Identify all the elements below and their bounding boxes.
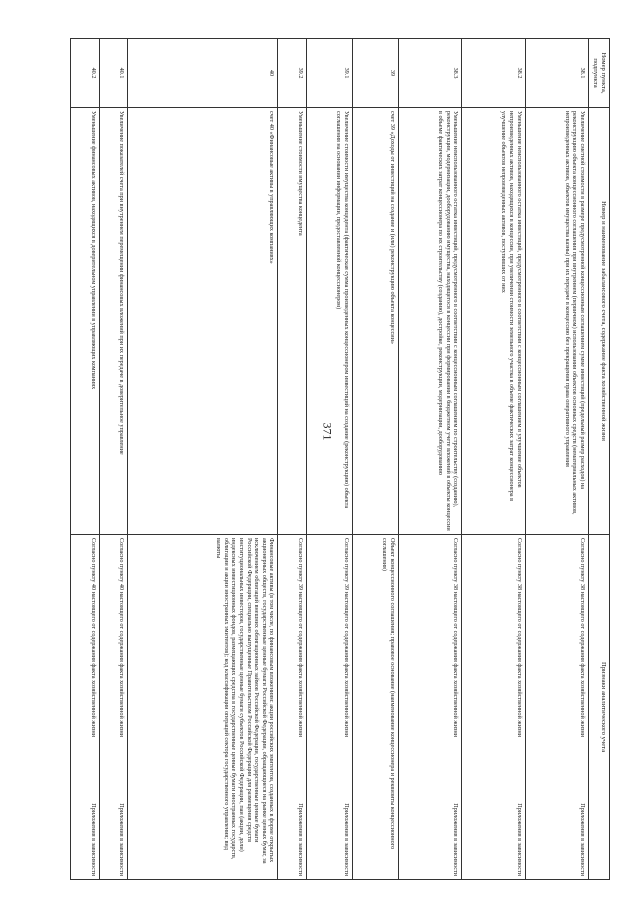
- rotated-document-table: [70, 38, 610, 876]
- accounting-table: [70, 38, 610, 880]
- attr-left: Согласно пункту 38 настоящего от содержания факта хозяйственной жизни: [578, 538, 586, 737]
- row-number: 39.1: [306, 39, 352, 108]
- row-attributes: [462, 535, 525, 880]
- row-attributes: [399, 535, 462, 880]
- header-item-number: Номер пункта, подпункта: [588, 39, 609, 108]
- page-number: 371: [320, 422, 335, 441]
- attr-right: Приложения в зависимости: [342, 803, 350, 876]
- attr-left: Согласно пункту 38 настоящего от содержания факта хозяйственной жизни: [452, 538, 460, 737]
- attr-left: Согласно пункту 40 настоящего от содержания факта хозяйственной жизни: [118, 538, 126, 737]
- row-attributes: [71, 535, 100, 880]
- attr-right: Приложения в зависимости: [118, 803, 126, 876]
- row-description: Увеличение стоимости имущества концедента (фактическая сумма произведенных концессионером инвестиций на создание (реконструкцию) объекта соглашения на основании информации, предоставленной концессионером): [306, 108, 352, 535]
- row-attributes: [278, 535, 307, 880]
- table-row: [99, 39, 128, 880]
- header-account-description: Номер и наименование забалансового счета, содержание факта хозяйственной жизни: [588, 108, 609, 535]
- row-number: 38.1: [525, 39, 588, 108]
- row-description: счет 39 «Доходы от инвестиций на создание и (или) реконструкцию объекта концессии»: [352, 108, 398, 535]
- table-header-row: [588, 39, 609, 880]
- attr-right: Приложения в зависимости: [89, 803, 97, 876]
- row-attributes: [306, 535, 352, 880]
- attr-left: Согласно пункту 38 настоящего от содержания факта хозяйственной жизни: [515, 538, 523, 737]
- row-number: 39.2: [278, 39, 307, 108]
- row-description: Уменьшение стоимости имущества концедента: [278, 108, 307, 535]
- table-row: [352, 39, 398, 880]
- row-attributes: [525, 535, 588, 880]
- row-number: 40: [128, 39, 278, 108]
- attr-left: Объект концессионного соглашения; правовое основание (наименование концессионера и реквизиты концессионного соглашения): [381, 538, 396, 850]
- row-description: Уменьшение неиспользованного остатка инвестиций, предусмотренного в соответствии с концессионным соглашением в улучшение объектов непроизведенных активов, находящихся в концессии, при увеличении стоимости земельного участка в объеме фактических затрат концессионера в улучшение объектов непроизведенных активов, поступивших от них: [462, 108, 525, 535]
- row-description: Уменьшение неиспользованного остатка инвестиций, предусмотренного в соответствии с концессионным соглашением по строительству (созданию), реконструкции, модернизации, дооборудованию имущества, находящегося в концессии при формировании в бюджетном учете вложений в объекты концессии в объеме фактических затрат концессионера по их строительству (созданию), достройке, реконструкции, модернизации, дооборудованию: [399, 108, 462, 535]
- table-row: [128, 39, 278, 880]
- row-number: 40.1: [99, 39, 128, 108]
- table-row: [306, 39, 352, 880]
- attr-left: Согласно пункту 40 настоящего от содержания факта хозяйственной жизни: [89, 538, 97, 737]
- attr-left: Согласно пункту 39 настоящего от содержания факта хозяйственной жизни: [342, 538, 350, 737]
- table-row: [462, 39, 525, 880]
- row-number: 38.3: [399, 39, 462, 108]
- attr-right: Приложения в зависимости: [296, 803, 304, 876]
- table-row: [399, 39, 462, 880]
- row-number: 38.2: [462, 39, 525, 108]
- attr-left: Согласно пункту 39 настоящего от содержания факта хозяйственной жизни: [296, 538, 304, 737]
- row-number: 39: [352, 39, 398, 108]
- row-description: Увеличение показателей счета при внутреннем перемещении финансовых вложений при их передаче в доверительное управление: [99, 108, 128, 535]
- header-analytic-attributes: Признаки аналитического учета: [588, 535, 609, 880]
- attr-right: Приложения в зависимости: [452, 803, 460, 876]
- row-attributes: [99, 535, 128, 880]
- table-row: [278, 39, 307, 880]
- attr-right: Приложения в зависимости: [515, 803, 523, 876]
- table-row: [525, 39, 588, 880]
- row-description: Уменьшение финансовых активов, находящихся в доверительном управлении в управляющих компаниях: [71, 108, 100, 535]
- row-attributes: [128, 535, 278, 880]
- row-attributes: [352, 535, 398, 880]
- attr-right: Приложения в зависимости: [578, 803, 586, 876]
- row-description: Увеличение сметной стоимости в размере предусмотренной концессионным соглашением сумме инвестиций (предельный размер расходов) на реконструкцию объекта концессионного соглашения при внутреннем (первичном) использовании объектов основных средств (нематериальных активов, непроизведенных активов, объектов имущества казны) при их передаче в концессию без прекращения права оперативного управления: [525, 108, 588, 535]
- attr-left: Финансовые активы (в том числе, по финансовым вложениям: акции российских эмитентов, созданных в форме открытых акционерных обществ, государственные ценные бумаги Российской Федерации, обращающиеся на рынке ценных бумаг, за исключением облигаций внешних облигационных займов Российской Федерации, государственные ценные бумаги Российской Федерации, специально выпущенные Правительством Российской Федерации для размещения средств институциональных инвесторов, государственные ценные бумаги субъектов Российской Федерации, паи (акции, доли) индексных инвестиционных фондов, размещающих средства в государственные ценные бумаги иностранных государств, облигации и акции иностранных эмитентов); код классификации операций сектора государственного управления; вид валюты: [215, 538, 276, 864]
- table-row: [71, 39, 100, 880]
- row-number: 40.2: [71, 39, 100, 108]
- row-description: счет 40 «Финансовые активы в управляющих компаниях»: [128, 108, 278, 535]
